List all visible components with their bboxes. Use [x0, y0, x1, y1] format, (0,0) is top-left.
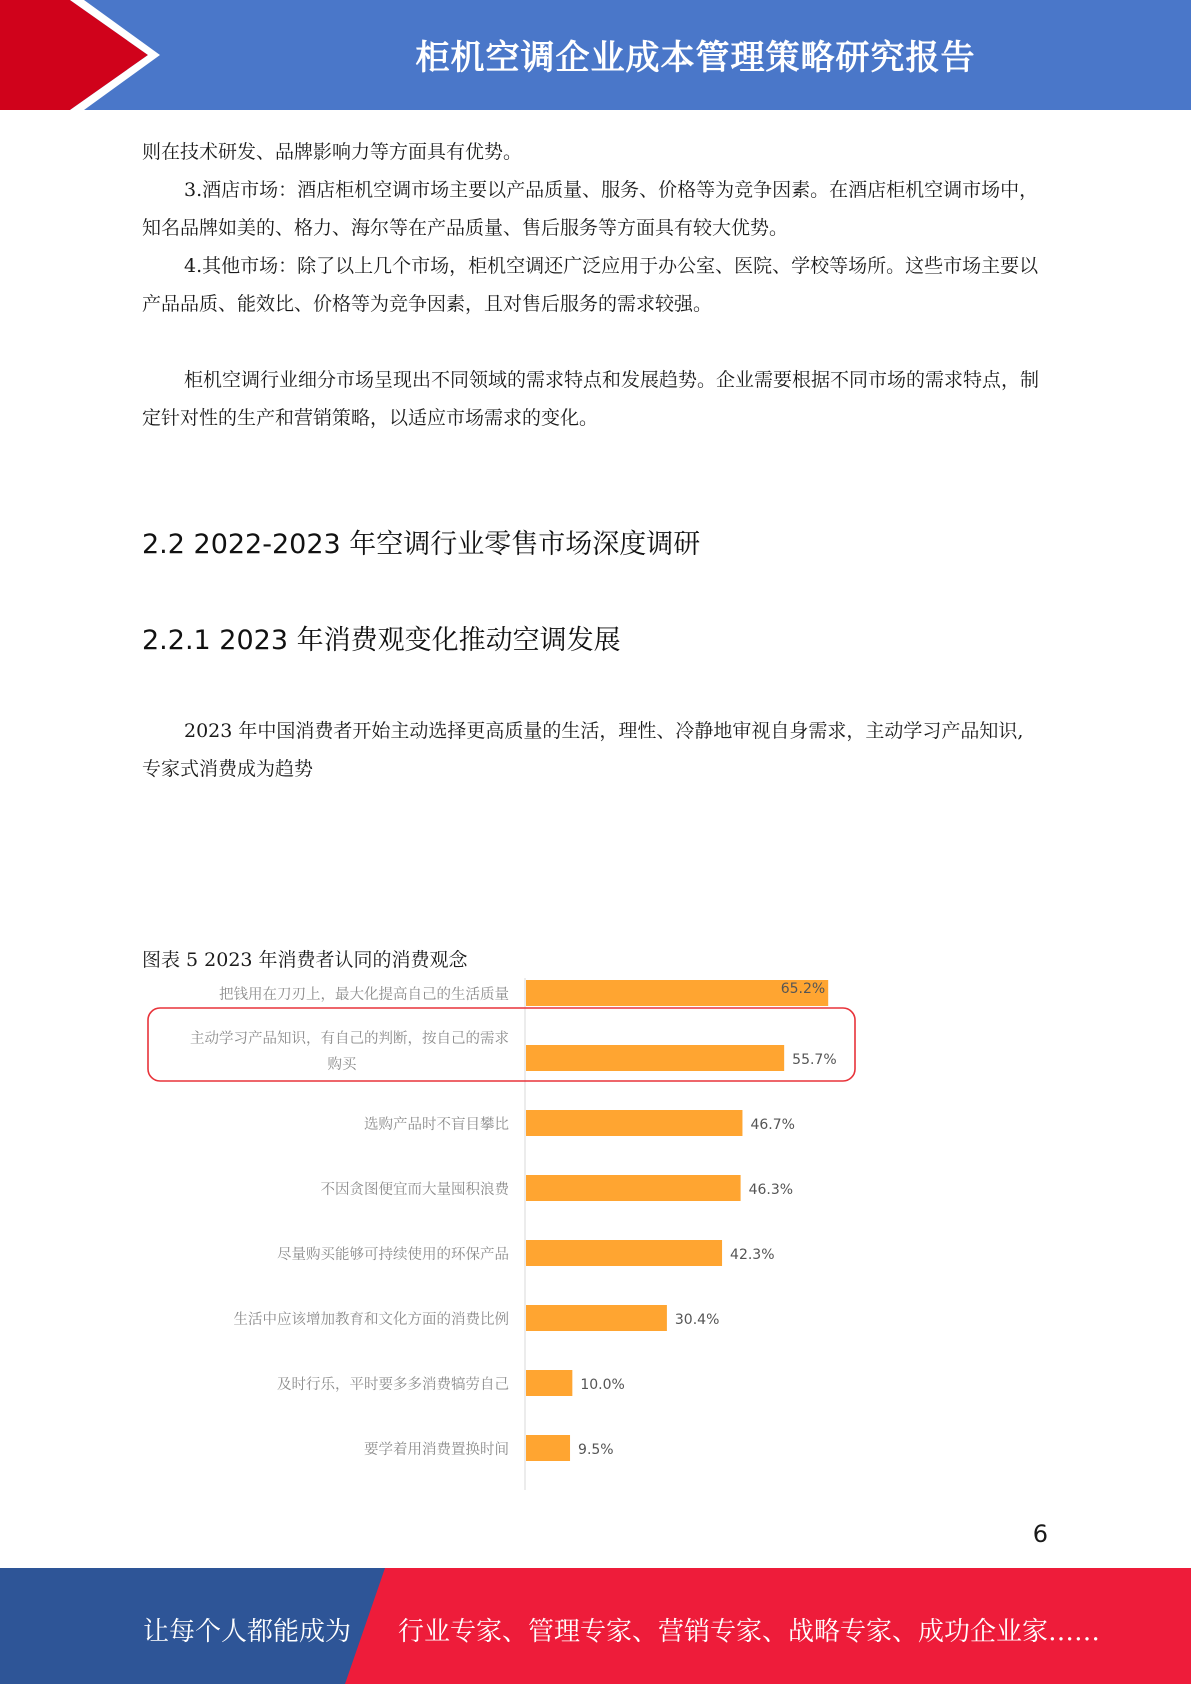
value-label-8: 9.5%: [578, 1442, 614, 1458]
paragraph-1: 则在技术研发、品牌影响力等方面具有优势。: [142, 141, 523, 163]
bar-3: [526, 1110, 742, 1136]
category-label-2-line-1: 主动学习产品知识，有自己的判断，按自己的需求: [190, 1031, 509, 1047]
page-footer: [0, 1568, 1191, 1684]
category-label-3: 选购产品时不盲目攀比: [364, 1117, 509, 1133]
category-label-4: 不因贪图便宜而大量囤积浪费: [320, 1182, 509, 1198]
value-label-5: 42.3%: [730, 1247, 775, 1263]
bar-2: [526, 1045, 784, 1071]
page-number: 6: [1032, 1520, 1048, 1548]
category-label-2-line-2: 购买: [327, 1057, 357, 1073]
bar-5: [526, 1240, 722, 1266]
paragraph-5: 2023 年中国消费者开始主动选择更高质量的生活，理性、冷静地审视自身需求，主动学习产品知识,专家式消费成为趋势: [142, 720, 1024, 780]
category-label-1: 把钱用在刀刃上，最大化提高自己的生活质量: [219, 987, 509, 1003]
value-label-3: 46.7%: [750, 1117, 795, 1133]
consumption-concept-chart: [140, 978, 900, 1493]
category-label-6: 生活中应该增加教育和文化方面的消费比例: [233, 1312, 509, 1328]
page-header: [0, 0, 1191, 110]
category-label-5: 尽量购买能够可持续使用的环保产品: [277, 1247, 509, 1263]
value-label-1: 65.2%: [780, 981, 826, 997]
body-section-1: [142, 133, 1047, 323]
category-label-8: 要学着用消费置换时间: [364, 1442, 509, 1458]
bar-8: [526, 1435, 570, 1461]
footer-slogan-left: 让每个人都能成为: [143, 1617, 352, 1647]
bar-7: [526, 1370, 572, 1396]
value-label-4: 46.3%: [748, 1182, 794, 1198]
report-title: 柜机空调企业成本管理策略研究报告: [415, 38, 976, 78]
paragraph-2: 3.酒店市场：酒店柜机空调市场主要以产品质量、服务、价格等为竞争因素。在酒店柜机空调市场中，知名品牌如美的、格力、海尔等在产品质量、售后服务等方面具有较大优势。: [142, 179, 1039, 239]
value-label-6: 30.4%: [674, 1312, 720, 1328]
figure-caption: 图表 5 2023 年消费者认同的消费观念: [142, 949, 468, 971]
paragraph-4: 柜机空调行业细分市场呈现出不同领域的需求特点和发展趋势。企业需要根据不同市场的需求特点，制定针对性的生产和营销策略，以适应市场需求的变化。: [142, 369, 1040, 429]
bar-4: [526, 1175, 741, 1201]
footer-slogan-right: 行业专家、管理专家、营销专家、战略专家、成功企业家……: [398, 1617, 1101, 1647]
value-label-7: 10.0%: [580, 1377, 625, 1393]
section-heading-2-2: 2.2 2022-2023 年空调行业零售市场深度调研: [142, 529, 701, 560]
body-section-3: [142, 712, 1037, 788]
paragraph-3: 4.其他市场：除了以上几个市场，柜机空调还广泛应用于办公室、医院、学校等场所。这些市场主要以产品品质、能效比、价格等为竞争因素，且对售后服务的需求较强。: [142, 255, 1039, 315]
section-heading-2-2-1: 2.2.1 2023 年消费观变化推动空调发展: [142, 625, 621, 656]
value-label-2: 55.7%: [792, 1052, 837, 1068]
bar-6: [526, 1305, 667, 1331]
category-label-7: 及时行乐，平时要多多消费犒劳自己: [277, 1377, 509, 1393]
bar-chart-svg: [140, 978, 900, 1493]
body-section-2: [142, 361, 1047, 437]
